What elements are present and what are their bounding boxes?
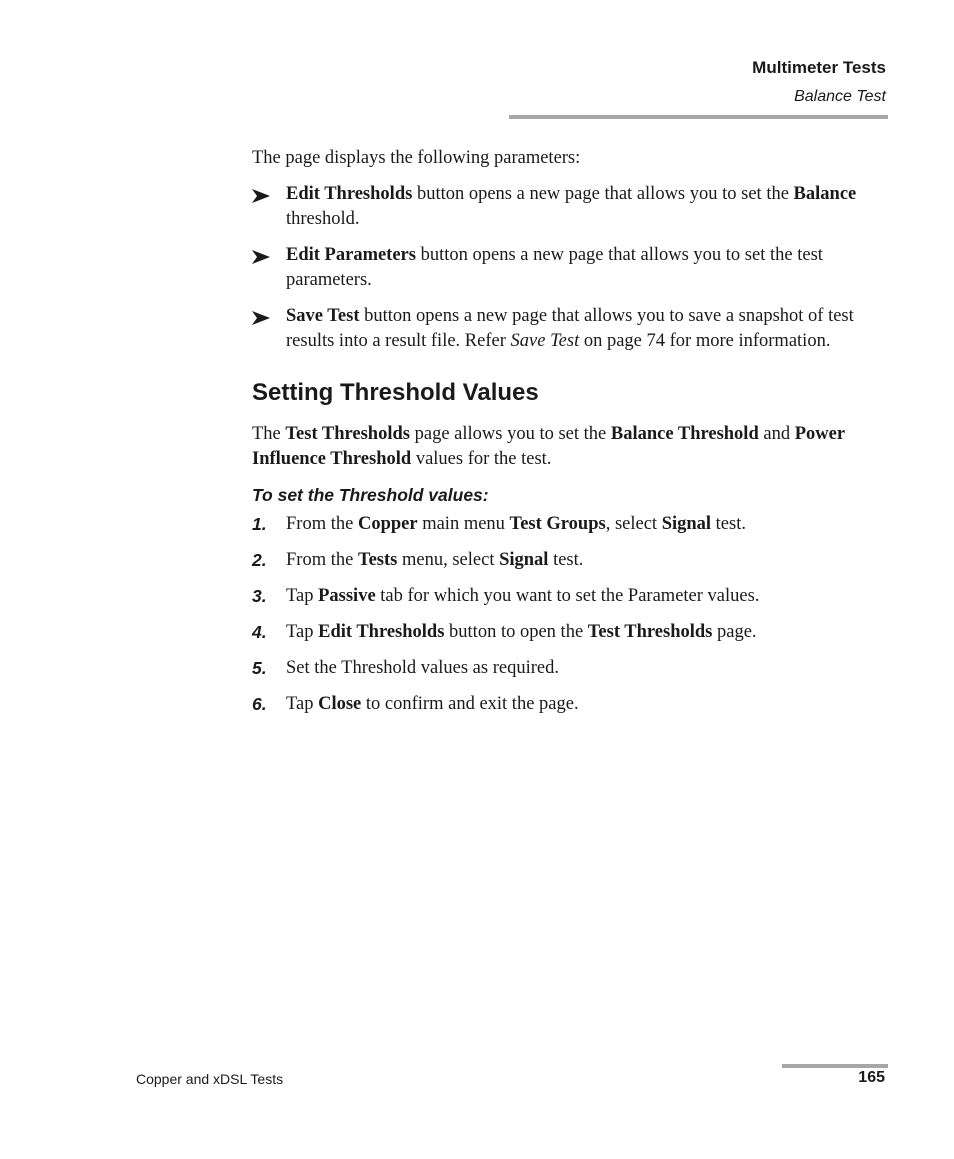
bullet-bold-term: Edit Thresholds <box>286 184 413 204</box>
step-text: Set the Threshold values as required. <box>286 658 559 678</box>
step-text: Tap <box>286 622 319 642</box>
arrow-bullet-icon <box>252 189 270 203</box>
step-text: Tap <box>286 694 319 714</box>
step-4 <box>252 620 892 645</box>
bullet-edit-parameters <box>252 243 892 293</box>
para-text: values for the test. <box>411 449 552 469</box>
step-number: 5. <box>252 658 267 678</box>
step-bold: Copper <box>357 514 418 534</box>
step-2 <box>252 548 892 573</box>
arrow-bullet-icon <box>252 250 270 264</box>
step-text: From the <box>286 550 358 570</box>
arrow-bullet-icon <box>252 311 270 325</box>
step-text: menu, select <box>397 550 500 570</box>
step-1 <box>252 512 892 537</box>
para-bold: Test Thresholds <box>285 424 410 444</box>
page-content <box>252 146 892 728</box>
bullet-edit-thresholds <box>252 182 892 232</box>
para-bold: Balance Threshold <box>610 424 759 444</box>
header-section-title: Balance Test <box>794 88 886 105</box>
step-text: , select <box>605 514 662 534</box>
step-text: test. <box>548 550 584 570</box>
step-number: 1. <box>252 514 267 534</box>
step-3 <box>252 584 892 609</box>
bullet-text: threshold. <box>286 209 360 229</box>
step-bold: Test Thresholds <box>587 622 713 642</box>
section-paragraph <box>252 422 892 472</box>
para-text: and <box>758 424 795 444</box>
bullet-text: button opens a new page that allows you to set the <box>412 184 794 204</box>
step-5 <box>252 656 892 681</box>
para-bold: Power Influence Threshold <box>252 424 845 469</box>
footer-document-title: Copper and xDSL Tests <box>136 1071 284 1087</box>
step-text: Tap <box>286 586 319 606</box>
bullet-text: button opens a new page that allows you to set the test parameters. <box>286 245 823 290</box>
step-bold: Close <box>318 694 362 714</box>
step-number: 2. <box>252 550 267 570</box>
page-number: 165 <box>858 1069 885 1086</box>
footer-rule <box>782 1064 888 1068</box>
step-text: to confirm and exit the page. <box>361 694 579 714</box>
para-text: page allows you to set the <box>409 424 611 444</box>
step-text: page. <box>712 622 757 642</box>
step-text: test. <box>711 514 746 534</box>
bullet-bold-term: Edit Parameters <box>286 245 416 265</box>
step-text: button to open the <box>444 622 588 642</box>
step-6 <box>252 692 892 717</box>
step-bold: Signal <box>499 550 549 570</box>
step-number: 3. <box>252 586 267 606</box>
header-chapter-title: Multimeter Tests <box>752 58 886 77</box>
section-heading: Setting Threshold Values <box>252 379 539 406</box>
intro-paragraph: The page displays the following parameters: <box>252 148 581 168</box>
step-number: 4. <box>252 622 267 642</box>
bullet-text: button opens a new page that allows you to save a snapshot of test results into a result file. Refer <box>286 306 854 351</box>
step-text: tab for which you want to set the Parameter values. <box>375 586 760 606</box>
cross-reference-link[interactable]: Save Test <box>510 331 580 351</box>
step-text: From the <box>286 514 358 534</box>
header-rule <box>509 115 888 119</box>
step-text: main menu <box>417 514 510 534</box>
bullet-bold-term: Balance <box>793 184 857 204</box>
step-bold: Edit Thresholds <box>318 622 445 642</box>
step-bold: Signal <box>661 514 712 534</box>
procedure-title: To set the Threshold values: <box>252 485 489 505</box>
step-bold: Passive <box>318 586 376 606</box>
step-bold: Test Groups <box>509 514 606 534</box>
para-text: The <box>252 424 286 444</box>
step-number: 6. <box>252 694 267 714</box>
bullet-save-test <box>252 304 892 354</box>
step-bold: Tests <box>357 550 398 570</box>
bullet-text: on page 74 for more information. <box>579 331 831 351</box>
bullet-bold-term: Save Test <box>286 306 360 326</box>
